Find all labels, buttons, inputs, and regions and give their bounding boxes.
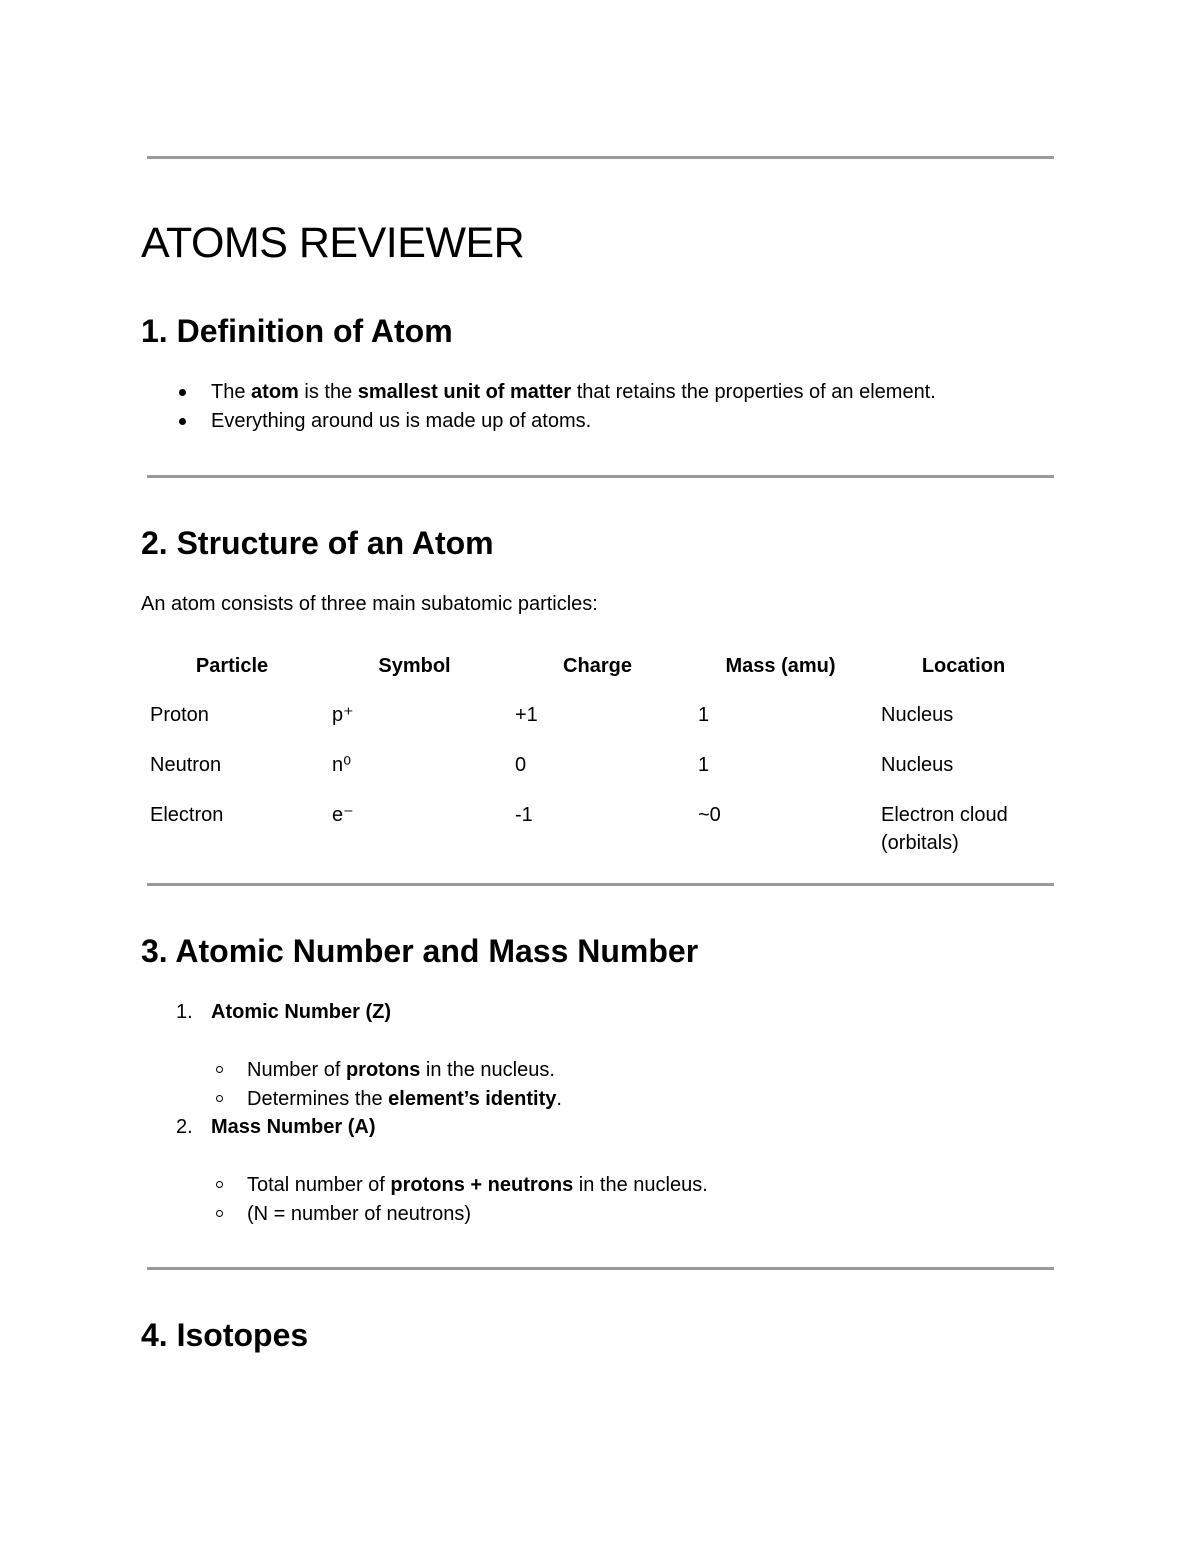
section-heading-isotopes: 4. Isotopes <box>141 1317 309 1353</box>
table-cell: e⁻ <box>332 804 354 826</box>
column-header: Particle <box>195 654 269 677</box>
list-item: Everything around us is made up of atoms. <box>176 407 936 436</box>
table-cell: -1 <box>515 804 533 826</box>
table-cell: n⁰ <box>332 754 352 776</box>
table-cell: 1 <box>698 754 710 776</box>
table-row <box>141 684 1055 734</box>
list-item: Number of protons in the nucleus. <box>176 1056 708 1085</box>
bullet-icon <box>179 389 186 396</box>
table-cell: +1 <box>515 704 538 726</box>
list-item: 1. Atomic Number (Z) <box>176 1001 391 1023</box>
list-item: (N = number of neutrons) <box>176 1200 708 1229</box>
definition-bullet-list <box>176 378 936 435</box>
table-cell: Nucleus <box>881 704 954 726</box>
circle-bullet-icon <box>216 1210 223 1217</box>
column-header: Charge <box>563 654 632 677</box>
divider-2 <box>147 883 1054 886</box>
table-cell: Nucleus <box>881 754 954 776</box>
circle-bullet-icon <box>216 1066 223 1073</box>
term-mass-number: Mass Number (A) <box>211 1116 376 1138</box>
list-item: Total number of protons + neutrons in the nucleus. <box>176 1171 708 1200</box>
section-heading-definition: 1. Definition of Atom <box>141 313 453 349</box>
circle-bullet-icon <box>216 1095 223 1102</box>
particles-table <box>141 648 1055 857</box>
term-atomic-number: Atomic Number (Z) <box>211 1001 391 1023</box>
table-cell: Proton <box>150 704 209 726</box>
numbered-list <box>176 998 708 1228</box>
table-cell: Electron <box>150 804 224 826</box>
divider-3 <box>147 1267 1054 1270</box>
list-item: Determines the element’s identity. <box>176 1085 708 1114</box>
table-row <box>141 784 1055 857</box>
table-row <box>141 734 1055 784</box>
list-item: 2. Mass Number (A) <box>176 1116 376 1138</box>
bullet-icon <box>179 418 186 425</box>
sub-list <box>176 1056 708 1113</box>
column-header: Location <box>921 654 1006 677</box>
column-header: Symbol <box>378 654 451 677</box>
column-header: Mass (amu) <box>725 654 836 677</box>
table-cell: 0 <box>515 754 527 776</box>
document-title: ATOMS REVIEWER <box>141 219 525 267</box>
sub-list <box>176 1171 708 1228</box>
table-cell: Neutron <box>150 754 222 776</box>
section-heading-atomic-mass-number: 3. Atomic Number and Mass Number <box>141 933 699 969</box>
section-heading-structure: 2. Structure of an Atom <box>141 525 494 561</box>
table-cell: 1 <box>698 704 710 726</box>
table-cell: p⁺ <box>332 704 354 726</box>
table-cell: Electron cloud (orbitals) <box>881 804 1008 854</box>
structure-intro: An atom consists of three main subatomic particles: <box>141 593 598 615</box>
divider-1 <box>147 475 1054 478</box>
list-item: The atom is the smallest unit of matter that retains the properties of an element. <box>176 378 936 407</box>
divider-top <box>147 156 1054 159</box>
circle-bullet-icon <box>216 1181 223 1188</box>
table-header-row <box>141 648 1055 684</box>
table-cell: ~0 <box>698 804 721 826</box>
